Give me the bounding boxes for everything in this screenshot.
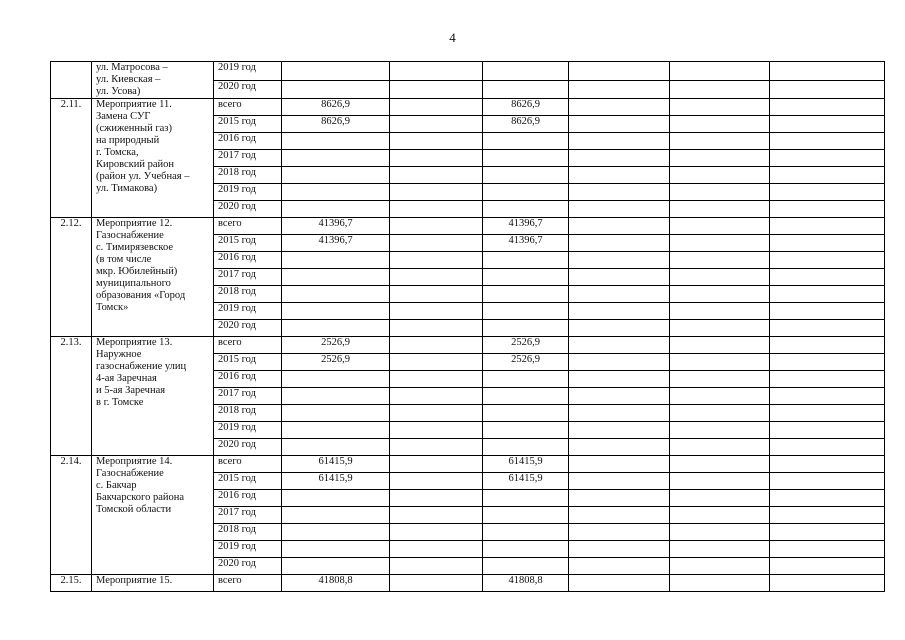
value-cell-c4: [569, 337, 670, 354]
year-cell: 2018 год: [214, 524, 282, 541]
value-cell-c2: [390, 575, 483, 592]
item-name: [92, 575, 214, 592]
value-cell-c4: [569, 235, 670, 252]
item-name-line: Газоснабжение: [96, 230, 164, 241]
value-cell-c1: 8626,9: [282, 99, 390, 116]
value-cell-c2: [390, 354, 483, 371]
value-cell-c4: [569, 201, 670, 218]
value-cell-c3: 2526,9: [483, 354, 569, 371]
value-cell-c3: [483, 541, 569, 558]
value-cell-c6: [770, 99, 885, 116]
year-cell: 2016 год: [214, 133, 282, 150]
value-cell-c2: [390, 320, 483, 337]
item-number: 2.14.: [51, 456, 92, 575]
value-cell-c6: [770, 184, 885, 201]
value-cell-c1: [282, 320, 390, 337]
value-cell-c5: [670, 558, 770, 575]
value-cell-c2: [390, 507, 483, 524]
value-cell-c3: [483, 405, 569, 422]
year-cell: 2017 год: [214, 269, 282, 286]
value-cell-c6: [770, 252, 885, 269]
value-cell-c1: [282, 405, 390, 422]
year-cell: 2020 год: [214, 320, 282, 337]
value-cell-c5: [670, 422, 770, 439]
year-cell: 2018 год: [214, 405, 282, 422]
item-name: [92, 456, 214, 575]
value-cell-c5: [670, 62, 770, 81]
value-cell-c4: [569, 133, 670, 150]
value-cell-c1: [282, 286, 390, 303]
item-name-line: образования «Город: [96, 290, 186, 301]
value-cell-c4: [569, 507, 670, 524]
value-cell-c1: 2526,9: [282, 354, 390, 371]
value-cell-c2: [390, 303, 483, 320]
value-cell-c3: [483, 286, 569, 303]
value-cell-c1: [282, 269, 390, 286]
value-cell-c3: [483, 320, 569, 337]
value-cell-c1: [282, 62, 390, 81]
value-cell-c3: [483, 62, 569, 81]
value-cell-c4: [569, 62, 670, 81]
value-cell-c5: [670, 456, 770, 473]
value-cell-c3: [483, 303, 569, 320]
item-name-line: газоснабжение улиц: [96, 361, 187, 372]
value-cell-c6: [770, 133, 885, 150]
item-name-line: ул. Киевская –: [96, 74, 161, 85]
value-cell-c3: [483, 371, 569, 388]
table-row: [51, 99, 885, 116]
year-cell: 2020 год: [214, 439, 282, 456]
value-cell-c2: [390, 286, 483, 303]
value-cell-c4: [569, 218, 670, 235]
value-cell-c6: [770, 507, 885, 524]
value-cell-c4: [569, 456, 670, 473]
item-name: [92, 337, 214, 456]
value-cell-c3: [483, 269, 569, 286]
value-cell-c2: [390, 439, 483, 456]
item-name: [92, 99, 214, 218]
item-name-line: Томск»: [96, 302, 129, 313]
value-cell-c6: [770, 80, 885, 99]
value-cell-c3: [483, 252, 569, 269]
item-number: 2.13.: [51, 337, 92, 456]
value-cell-c4: [569, 150, 670, 167]
value-cell-c3: [483, 201, 569, 218]
value-cell-c3: [483, 490, 569, 507]
item-name-line: Кировский район: [96, 159, 175, 170]
value-cell-c1: 61415,9: [282, 456, 390, 473]
item-name-line: с. Тимирязевское: [96, 242, 173, 253]
item-name-line: Томской области: [96, 504, 172, 515]
value-cell-c6: [770, 269, 885, 286]
value-cell-c1: [282, 80, 390, 99]
year-cell: 2016 год: [214, 371, 282, 388]
value-cell-c3: [483, 388, 569, 405]
item-name-line: Мероприятие 13.: [96, 337, 173, 348]
value-cell-c5: [670, 269, 770, 286]
value-cell-c5: [670, 405, 770, 422]
value-cell-c4: [569, 184, 670, 201]
value-cell-c4: [569, 167, 670, 184]
value-cell-c6: [770, 422, 885, 439]
value-cell-c3: [483, 422, 569, 439]
value-cell-c5: [670, 337, 770, 354]
value-cell-c5: [670, 286, 770, 303]
value-cell-c6: [770, 371, 885, 388]
year-cell: 2019 год: [214, 184, 282, 201]
value-cell-c4: [569, 388, 670, 405]
value-cell-c5: [670, 303, 770, 320]
value-cell-c1: [282, 541, 390, 558]
value-cell-c5: [670, 184, 770, 201]
item-name-line: г. Томска,: [96, 147, 139, 158]
value-cell-c3: [483, 507, 569, 524]
value-cell-c5: [670, 507, 770, 524]
item-name-line: ул. Матросова –: [96, 62, 168, 73]
table-row: [51, 337, 885, 354]
value-cell-c5: [670, 167, 770, 184]
item-name: [92, 218, 214, 337]
value-cell-c2: [390, 558, 483, 575]
value-cell-c4: [569, 99, 670, 116]
value-cell-c1: [282, 388, 390, 405]
value-cell-c5: [670, 116, 770, 133]
item-name-line: (сжиженный газ): [96, 123, 172, 134]
value-cell-c1: [282, 201, 390, 218]
value-cell-c1: 8626,9: [282, 116, 390, 133]
value-cell-c6: [770, 303, 885, 320]
value-cell-c6: [770, 62, 885, 81]
year-cell: 2019 год: [214, 62, 282, 81]
item-name-line: Мероприятие 14.: [96, 456, 173, 467]
value-cell-c2: [390, 201, 483, 218]
value-cell-c6: [770, 150, 885, 167]
value-cell-c1: [282, 371, 390, 388]
value-cell-c2: [390, 99, 483, 116]
year-cell: 2018 год: [214, 286, 282, 303]
value-cell-c2: [390, 150, 483, 167]
value-cell-c5: [670, 490, 770, 507]
value-cell-c1: [282, 184, 390, 201]
value-cell-c3: 2526,9: [483, 337, 569, 354]
value-cell-c3: [483, 524, 569, 541]
value-cell-c3: [483, 150, 569, 167]
value-cell-c3: [483, 439, 569, 456]
value-cell-c1: 2526,9: [282, 337, 390, 354]
value-cell-c1: [282, 167, 390, 184]
value-cell-c6: [770, 337, 885, 354]
value-cell-c2: [390, 218, 483, 235]
value-cell-c3: 61415,9: [483, 456, 569, 473]
year-cell: 2020 год: [214, 201, 282, 218]
value-cell-c2: [390, 524, 483, 541]
value-cell-c3: [483, 80, 569, 99]
value-cell-c2: [390, 62, 483, 81]
value-cell-c2: [390, 167, 483, 184]
value-cell-c6: [770, 320, 885, 337]
table-row: [51, 456, 885, 473]
value-cell-c6: [770, 456, 885, 473]
value-cell-c1: [282, 490, 390, 507]
value-cell-c2: [390, 456, 483, 473]
value-cell-c3: [483, 184, 569, 201]
value-cell-c4: [569, 405, 670, 422]
value-cell-c5: [670, 388, 770, 405]
year-cell: 2015 год: [214, 354, 282, 371]
value-cell-c5: [670, 99, 770, 116]
value-cell-c5: [670, 218, 770, 235]
item-name-line: с. Бакчар: [96, 480, 137, 491]
year-cell: всего: [214, 99, 282, 116]
value-cell-c1: 41808,8: [282, 575, 390, 592]
value-cell-c6: [770, 235, 885, 252]
value-cell-c1: [282, 507, 390, 524]
value-cell-c3: 41396,7: [483, 218, 569, 235]
value-cell-c5: [670, 201, 770, 218]
value-cell-c6: [770, 286, 885, 303]
value-cell-c2: [390, 422, 483, 439]
value-cell-c2: [390, 337, 483, 354]
value-cell-c5: [670, 439, 770, 456]
year-cell: 2019 год: [214, 541, 282, 558]
value-cell-c5: [670, 354, 770, 371]
item-name-line: Наружное: [96, 349, 142, 360]
value-cell-c3: 41396,7: [483, 235, 569, 252]
value-cell-c4: [569, 422, 670, 439]
value-cell-c5: [670, 371, 770, 388]
value-cell-c4: [569, 575, 670, 592]
value-cell-c6: [770, 558, 885, 575]
year-cell: всего: [214, 456, 282, 473]
item-number: 2.12.: [51, 218, 92, 337]
item-name-line: 4-ая Заречная: [96, 373, 157, 384]
value-cell-c3: 8626,9: [483, 116, 569, 133]
value-cell-c5: [670, 575, 770, 592]
item-name-line: ул. Усова): [96, 86, 141, 97]
value-cell-c5: [670, 150, 770, 167]
year-cell: 2017 год: [214, 150, 282, 167]
year-cell: 2017 год: [214, 388, 282, 405]
value-cell-c6: [770, 575, 885, 592]
value-cell-c2: [390, 80, 483, 99]
value-cell-c5: [670, 235, 770, 252]
value-cell-c6: [770, 473, 885, 490]
value-cell-c6: [770, 201, 885, 218]
year-cell: 2020 год: [214, 80, 282, 99]
value-cell-c1: [282, 524, 390, 541]
value-cell-c4: [569, 80, 670, 99]
year-cell: всего: [214, 337, 282, 354]
year-cell: 2016 год: [214, 490, 282, 507]
value-cell-c3: 41808,8: [483, 575, 569, 592]
page-number: 4: [449, 30, 456, 45]
value-cell-c4: [569, 490, 670, 507]
value-cell-c1: 41396,7: [282, 235, 390, 252]
value-cell-c6: [770, 405, 885, 422]
value-cell-c2: [390, 490, 483, 507]
value-cell-c5: [670, 80, 770, 99]
value-cell-c4: [569, 371, 670, 388]
item-name-line: (в том числе: [96, 254, 152, 265]
item-name: [92, 62, 214, 99]
year-cell: 2018 год: [214, 167, 282, 184]
value-cell-c1: [282, 422, 390, 439]
value-cell-c3: [483, 167, 569, 184]
value-cell-c2: [390, 235, 483, 252]
value-cell-c6: [770, 490, 885, 507]
value-cell-c2: [390, 269, 483, 286]
year-cell: 2015 год: [214, 473, 282, 490]
item-number: 2.11.: [51, 99, 92, 218]
table-row: [51, 62, 885, 81]
item-name-line: муниципального: [96, 278, 171, 289]
value-cell-c1: [282, 439, 390, 456]
value-cell-c4: [569, 473, 670, 490]
value-cell-c6: [770, 541, 885, 558]
value-cell-c4: [569, 320, 670, 337]
value-cell-c2: [390, 371, 483, 388]
value-cell-c2: [390, 405, 483, 422]
item-number: [51, 62, 92, 99]
value-cell-c6: [770, 218, 885, 235]
value-cell-c1: [282, 150, 390, 167]
year-cell: 2015 год: [214, 235, 282, 252]
value-cell-c4: [569, 439, 670, 456]
value-cell-c1: 41396,7: [282, 218, 390, 235]
table-row: [51, 218, 885, 235]
item-name-line: (район ул. Учебная –: [96, 171, 190, 182]
value-cell-c2: [390, 133, 483, 150]
item-name-line: Замена СУГ: [96, 111, 151, 122]
value-cell-c6: [770, 354, 885, 371]
value-cell-c3: [483, 558, 569, 575]
value-cell-c3: 61415,9: [483, 473, 569, 490]
value-cell-c4: [569, 252, 670, 269]
value-cell-c1: [282, 558, 390, 575]
value-cell-c1: 61415,9: [282, 473, 390, 490]
value-cell-c6: [770, 116, 885, 133]
year-cell: 2019 год: [214, 422, 282, 439]
item-name-line: и 5-ая Заречная: [96, 385, 166, 396]
item-name-line: Бакчарского района: [96, 492, 185, 503]
item-name-line: Газоснабжение: [96, 468, 164, 479]
value-cell-c5: [670, 524, 770, 541]
value-cell-c1: [282, 303, 390, 320]
value-cell-c3: [483, 133, 569, 150]
year-cell: 2016 год: [214, 252, 282, 269]
year-cell: 2015 год: [214, 116, 282, 133]
item-name-line: мкр. Юбилейный): [96, 266, 178, 277]
value-cell-c2: [390, 116, 483, 133]
table-row: [51, 575, 885, 592]
value-cell-c2: [390, 252, 483, 269]
item-name-line: на природный: [96, 135, 160, 146]
value-cell-c5: [670, 133, 770, 150]
value-cell-c4: [569, 354, 670, 371]
table-body: [51, 62, 885, 592]
value-cell-c6: [770, 167, 885, 184]
value-cell-c4: [569, 116, 670, 133]
value-cell-c6: [770, 524, 885, 541]
value-cell-c5: [670, 473, 770, 490]
item-number: 2.15.: [51, 575, 92, 592]
value-cell-c5: [670, 252, 770, 269]
value-cell-c5: [670, 541, 770, 558]
budget-table: [50, 61, 885, 592]
value-cell-c4: [569, 541, 670, 558]
year-cell: 2019 год: [214, 303, 282, 320]
item-name-line: в г. Томске: [96, 397, 144, 408]
value-cell-c4: [569, 558, 670, 575]
value-cell-c4: [569, 286, 670, 303]
value-cell-c3: 8626,9: [483, 99, 569, 116]
value-cell-c4: [569, 269, 670, 286]
item-name-line: Мероприятие 11.: [96, 99, 172, 110]
item-name-line: Мероприятие 12.: [96, 218, 173, 229]
value-cell-c1: [282, 133, 390, 150]
year-cell: 2017 год: [214, 507, 282, 524]
value-cell-c4: [569, 303, 670, 320]
value-cell-c2: [390, 184, 483, 201]
value-cell-c2: [390, 541, 483, 558]
value-cell-c4: [569, 524, 670, 541]
item-name-line: ул. Тимакова): [96, 183, 158, 194]
year-cell: 2020 год: [214, 558, 282, 575]
value-cell-c2: [390, 388, 483, 405]
year-cell: всего: [214, 575, 282, 592]
value-cell-c5: [670, 320, 770, 337]
value-cell-c2: [390, 473, 483, 490]
year-cell: всего: [214, 218, 282, 235]
value-cell-c6: [770, 439, 885, 456]
value-cell-c1: [282, 252, 390, 269]
item-name-line: Мероприятие 15.: [96, 575, 173, 586]
value-cell-c6: [770, 388, 885, 405]
